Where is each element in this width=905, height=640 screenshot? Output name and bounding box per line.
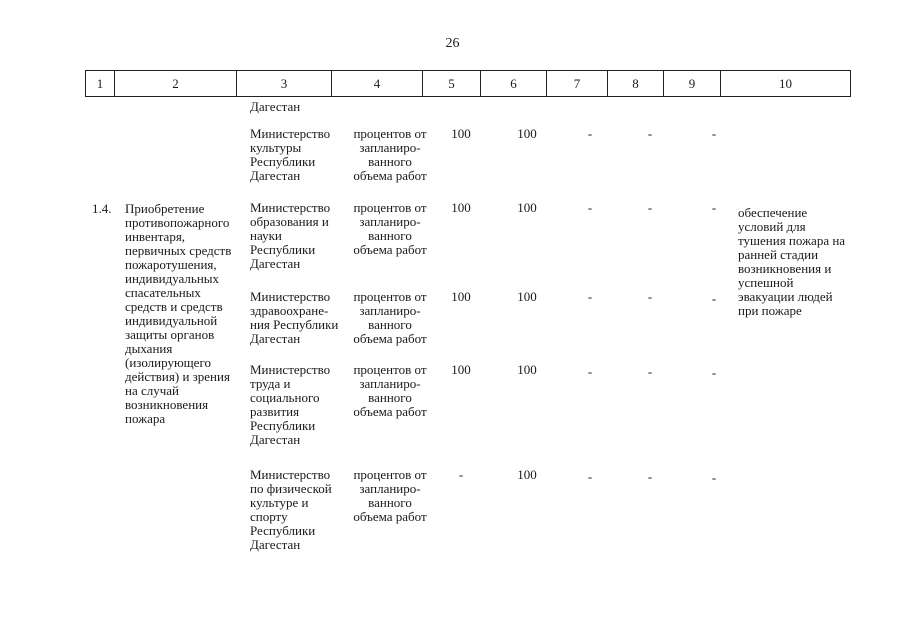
row-unit: процентов от запланиро- ванного объема работ: [353, 467, 427, 524]
row-executor: Министерство здравоохране- ния Республики Дагестан: [250, 289, 339, 346]
row-col8: -: [647, 289, 653, 304]
row-unit: процентов от запланиро- ванного объема работ: [353, 289, 427, 346]
header-col-9: 9: [664, 71, 721, 96]
row-executor: Министерство по физической культуре и спорту Республики Дагестан: [250, 467, 332, 552]
header-col-7: 7: [547, 71, 608, 96]
row-col9: -: [711, 200, 717, 215]
row-col5: 100: [451, 126, 471, 141]
row-col5: 100: [451, 362, 471, 377]
header-col-10: 10: [779, 75, 792, 91]
row-col9: -: [711, 126, 717, 141]
row-col7: -: [587, 364, 593, 379]
row-executor: Министерство труда и социального развития Республики Дагестан: [250, 362, 331, 447]
header-col-2: 2: [115, 71, 237, 96]
row-col7: -: [587, 126, 593, 141]
row-col5: 100: [451, 289, 471, 304]
row-unit: процентов от запланиро- ванного объема работ: [353, 200, 427, 257]
row-col6: 100: [517, 362, 537, 377]
row-col7: -: [587, 289, 593, 304]
row-col6: 100: [517, 467, 537, 482]
item-name: Приобретение противопожарного инвентаря, первичных средств пожаротушения, индивидуальных спасательных средств и средств индивидуальной защиты органов дыхания (изолирующего действия) и зрения на случай возникновения пожара: [125, 201, 232, 426]
row-col9: -: [711, 365, 717, 380]
header-col-4: 4: [332, 71, 423, 96]
row-col6: 100: [517, 126, 537, 141]
header-col-1: 1: [86, 71, 115, 96]
table-header-row: [85, 70, 851, 97]
row-col8: -: [647, 200, 653, 215]
header-col-3: 3: [237, 71, 332, 96]
continuation-text: Дагестан: [250, 99, 301, 114]
row-col7: -: [587, 200, 593, 215]
header-col-6: 6: [481, 71, 547, 96]
row-col5: 100: [451, 200, 471, 215]
row-col7: -: [587, 469, 593, 484]
item-result: обеспечение условий для тушения пожара на ранней стадии возникновения и успешной эвакуации людей при пожаре: [738, 205, 846, 318]
row-col5: -: [458, 467, 464, 482]
row-col8: -: [647, 126, 653, 141]
row-col6: 100: [517, 289, 537, 304]
item-number: 1.4.: [92, 201, 112, 216]
row-col9: -: [711, 470, 717, 485]
row-col6: 100: [517, 200, 537, 215]
row-unit: процентов от запланиро- ванного объема работ: [353, 362, 427, 419]
header-col-5: 5: [423, 71, 481, 96]
row-executor: Министерство образования и науки Республики Дагестан: [250, 200, 331, 271]
row-unit: процентов от запланиро- ванного объема работ: [353, 126, 427, 183]
row-col8: -: [647, 364, 653, 379]
row-col8: -: [647, 469, 653, 484]
row-executor: Министерство культуры Республики Дагестан: [250, 126, 331, 183]
header-col-8: 8: [608, 71, 664, 96]
page-number: 26: [445, 36, 460, 51]
row-col9: -: [711, 291, 717, 306]
